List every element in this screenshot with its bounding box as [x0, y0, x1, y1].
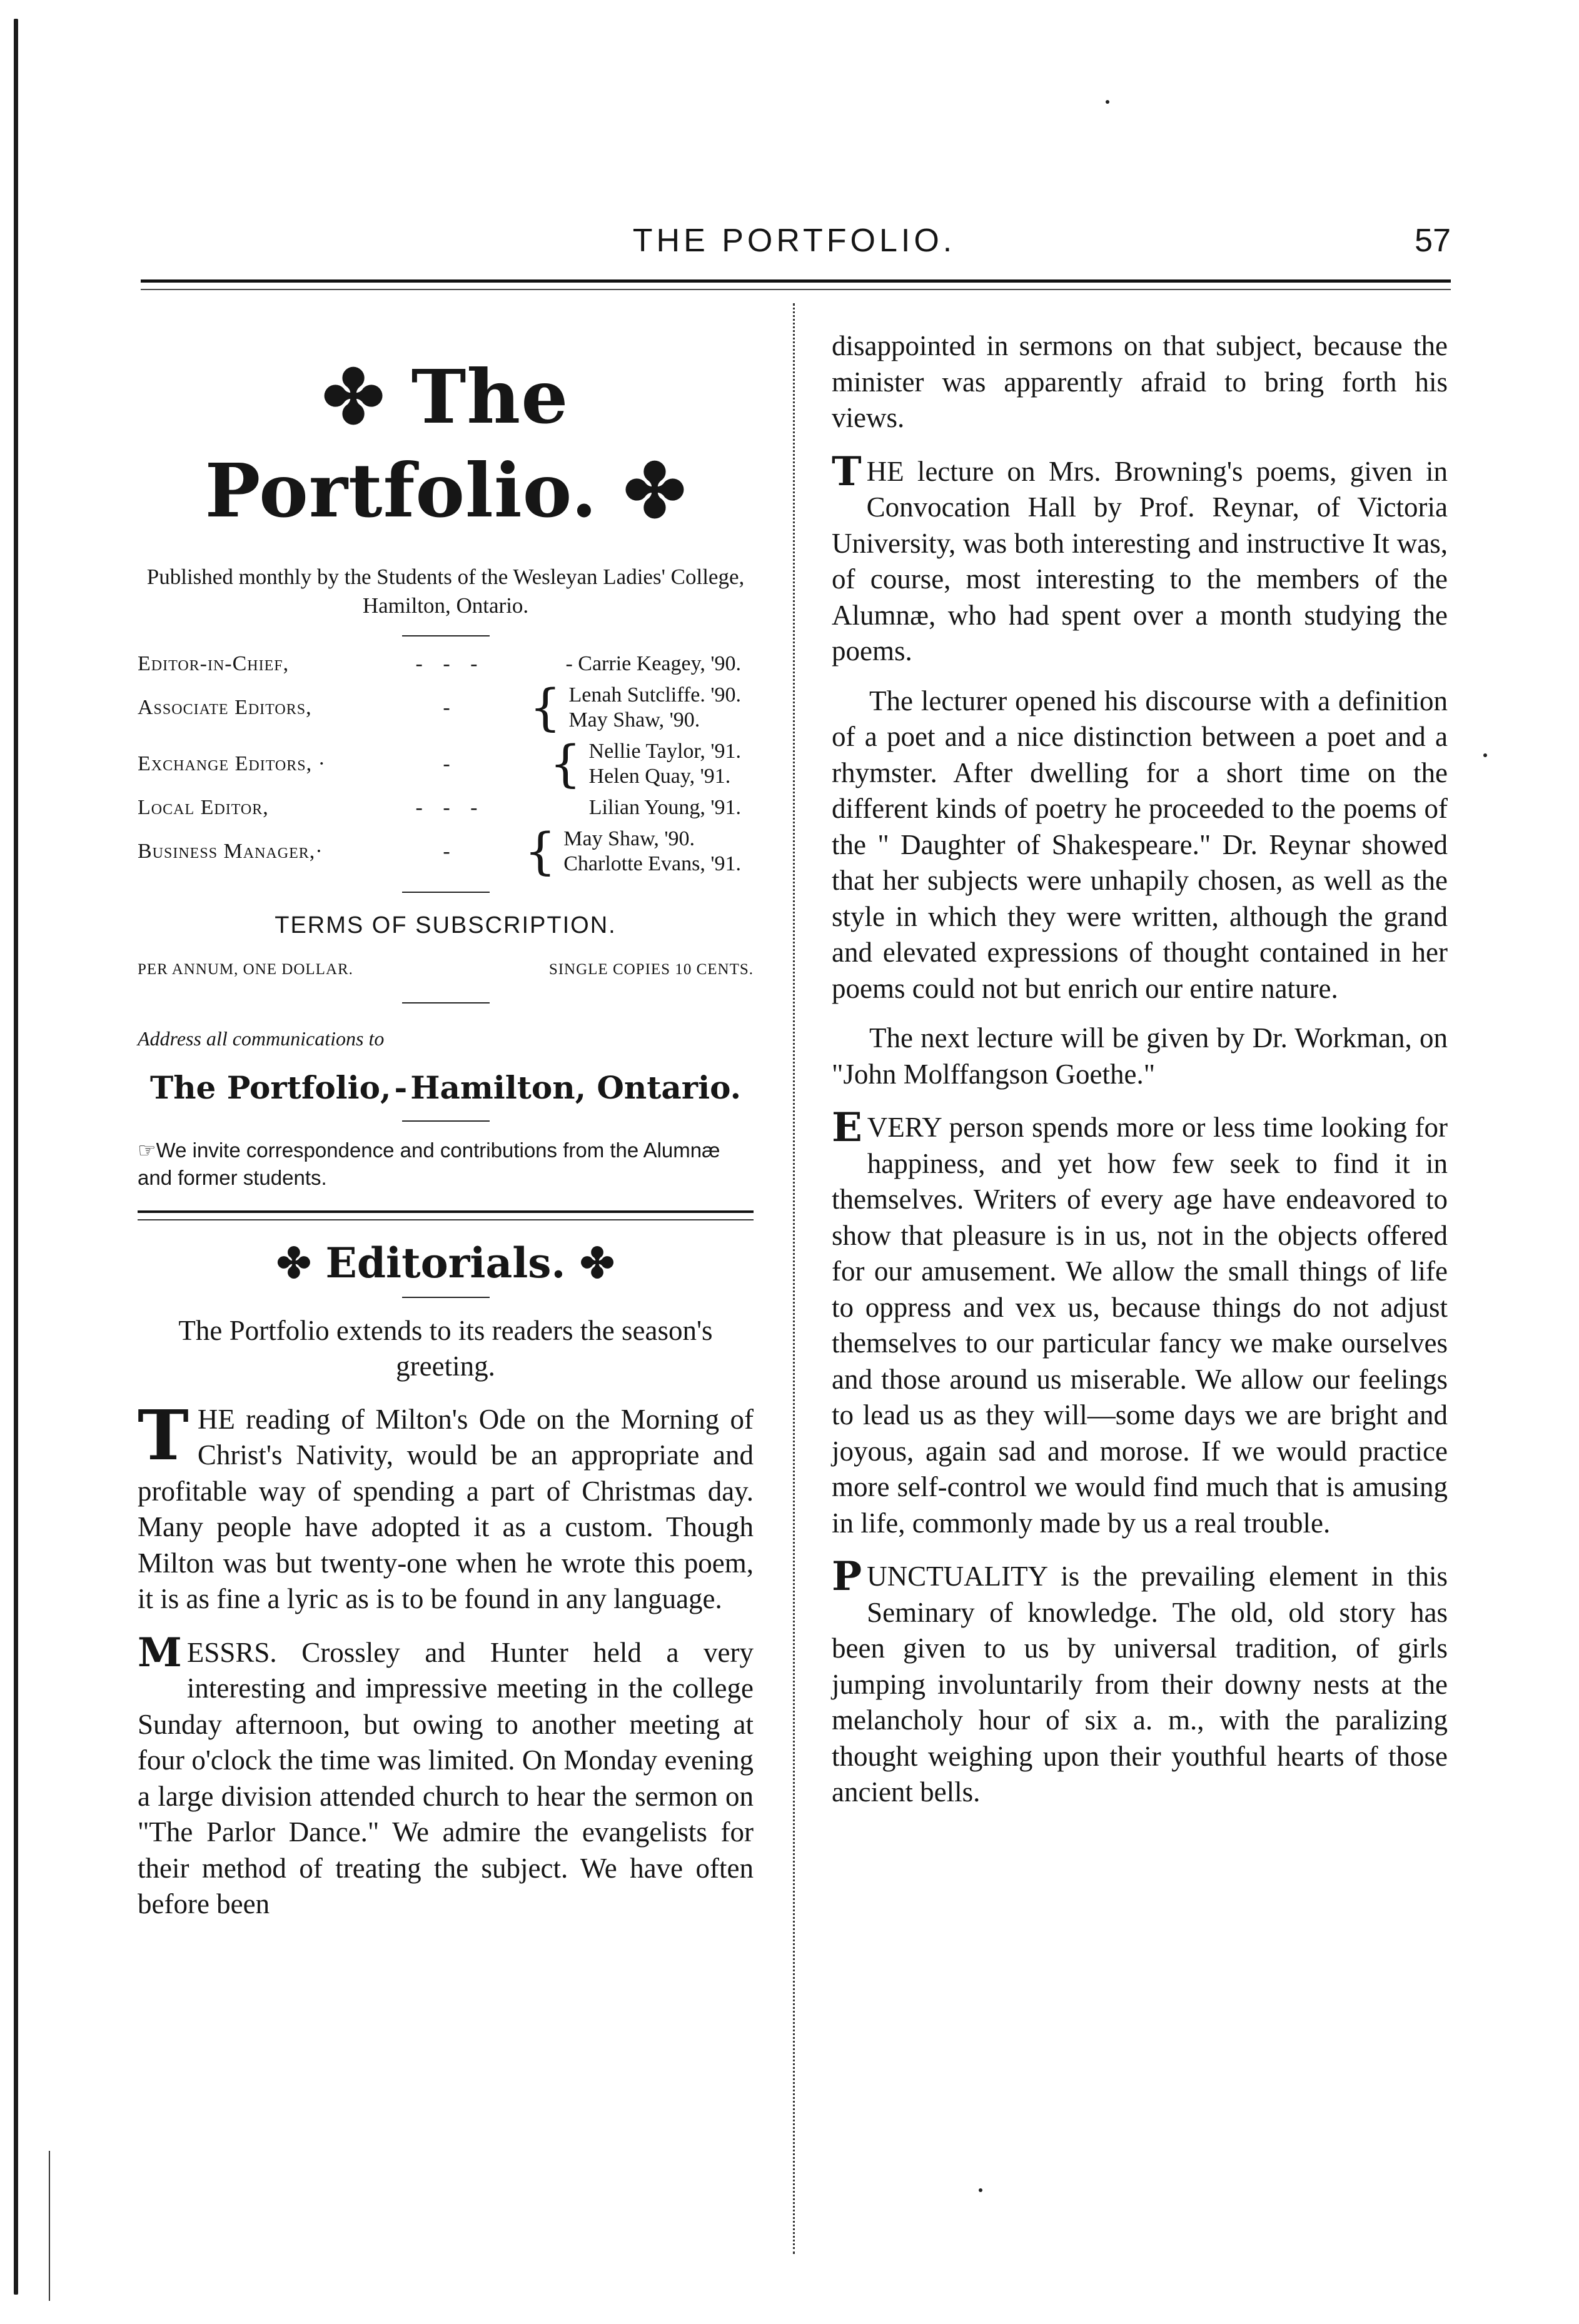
publication-note: Published monthly by the Students of the Wesleyan Ladies' College, Hamilton, Ontario.: [146, 565, 745, 618]
editorials-heading: ✤ Editorials. ✤: [276, 1239, 615, 1287]
drop-cap: T: [138, 1394, 189, 1476]
section-rule: [138, 1210, 754, 1220]
drop-cap: T: [832, 448, 862, 495]
staff-dots: - - -: [415, 796, 485, 819]
staff-role: Business Manager,·: [138, 840, 323, 863]
staff-name: May Shaw, '90.: [568, 708, 700, 732]
paragraph-text: VERY person spends more or less time looking for happiness, and yet how few seek to find it in themselves. Writers of every age have endeavored to show that pleasure is in us, not in the objects offered for our amusement. We allow the small things of life to oppress and vex us, because things do not adjust themselves to our particular fancy we make ourselves and those around us miserable. We allow our feelings to lead us as they will—some days we are bright and joyous, again sad and morose. If we would practice more self-control we would find much that is amusing in life, commonly made by us a real trouble.: [832, 1112, 1448, 1539]
staff-dots: -: [443, 752, 458, 775]
brace-icon: {: [529, 678, 562, 737]
masthead-title: ✤ The Portfolio. ✤: [204, 353, 687, 534]
brace-icon: {: [524, 822, 557, 880]
scan-speck: [979, 2188, 982, 2192]
staff-name: May Shaw, '90.: [563, 827, 695, 850]
header-rule: [141, 279, 1451, 290]
staff-name: - Carrie Keagey, '90.: [565, 652, 741, 675]
staff-table: [138, 651, 754, 880]
address-name: The Portfolio,: [150, 1069, 391, 1106]
address-city: Hamilton, Ontario.: [410, 1069, 741, 1106]
continued-paragraph: disappointed in sermons on that subject, because the minister was apparently afraid to bring forth his views.: [832, 330, 1448, 433]
scan-speck: [1106, 100, 1109, 104]
short-rule: [402, 1002, 490, 1004]
lecturer-paragraph: The lecturer opened his discourse with a definition of a poet and a nice distinction between a poet and a rhymster. After dwelling for a short time on the different kinds of poetry he proceeded to the poems of the " Daughter of Shakespeare." Dr. Reynar showed that her subjects were unhapily chosen, as well as the style in which they were written, although the grand and elevated expressions of thought contained in her poems could not but enrich our entire nature.: [832, 685, 1448, 1004]
staff-role: Local Editor,: [138, 796, 269, 819]
paragraph-text: ESSRS. Crossley and Hunter held a very interesting and impressive meeting in the college Sunday afternoon, but owing to another meeting at four o'clock the time was limited. On Monday evening a large division attended church to hear the sermon on "The Parlor Dance." We admire the evangelists for their method of treating the subject. We have often before been: [138, 1636, 754, 1919]
staff-dots: - - -: [415, 652, 485, 675]
staff-row: [138, 795, 754, 820]
staff-name: Nellie Taylor, '91.: [588, 740, 741, 763]
left-column: [138, 313, 754, 1936]
paragraph-text: UNCTUALITY is the prevailing element in this Seminary of knowledge. The old, old story has been given to us by universal tradition, of girls jumping involuntarily from their downy nests at the melancholy hour of six a. m., with the paralizing thought weighing upon their youthful hearts of those ancient bells.: [832, 1561, 1448, 1808]
paragraph-text: HE reading of Milton's Ode on the Morning of Christ's Nativity, would be an appropriate and profitable way of spending a part of Christmas day. Many people have adopted it as a custom. Though Milton was but twenty-one when he wrote this poem, it is as fine a lyric as is to be found in any language.: [138, 1403, 754, 1614]
staff-role: Associate Editors,: [138, 696, 312, 719]
staff-role: Editor-in-Chief,: [138, 652, 290, 675]
staff-dots: -: [443, 696, 458, 719]
short-rule: [402, 1297, 490, 1298]
messrs-paragraph: [138, 1629, 754, 1923]
every-paragraph: [832, 1104, 1448, 1541]
staff-row: [138, 678, 754, 737]
right-column: [832, 328, 1448, 1824]
staff-row: [138, 822, 754, 880]
staff-name: Lilian Young, '91.: [588, 796, 741, 819]
binding-mark: [49, 2151, 50, 2301]
drop-cap: P: [832, 1553, 862, 1600]
staff-name: Helen Quay, '91.: [588, 765, 731, 788]
next-lecture-paragraph: The next lecture will be given by Dr. Workman, on "John Molffangson Goethe.": [832, 1022, 1448, 1090]
subscription-terms: [138, 952, 754, 988]
staff-names: [500, 795, 754, 820]
column-divider: [793, 303, 795, 2254]
page-number: 57: [1415, 223, 1451, 259]
invite-notice: ☞We invite correspondence and contributions from the Alumnæ and former students.: [138, 1139, 720, 1189]
price-single-copy: SINGLE COPIES 10 CENTS.: [548, 960, 754, 978]
staff-role: Exchange Editors, ·: [138, 752, 326, 775]
binding-edge: [14, 19, 18, 2295]
staff-name: Lenah Sutcliffe. '90.: [568, 683, 741, 707]
address-block: [138, 1070, 754, 1106]
short-rule: [402, 635, 490, 636]
subscription-heading: TERMS OF SUBSCRIPTION.: [275, 912, 617, 938]
paragraph-text: HE lecture on Mrs. Browning's poems, given in Convocation Hall by Prof. Reynar, of Victoria University, was both interesting and instructive It was, of course, most interesting to the members of the Alumnæ, who had spent over a month studying the poems.: [832, 455, 1448, 667]
punctuality-paragraph: [832, 1553, 1448, 1811]
milton-paragraph: [138, 1394, 754, 1617]
staff-names: [500, 822, 754, 880]
staff-dots: -: [443, 840, 458, 863]
running-title: THE PORTFOLIO.: [632, 223, 956, 259]
price-per-annum: PER ANNUM, ONE DOLLAR.: [138, 960, 353, 978]
address-dash: -: [394, 1069, 408, 1106]
season-greeting: The Portfolio extends to its readers the season's greeting.: [178, 1314, 713, 1382]
drop-cap: E: [832, 1104, 862, 1151]
staff-names: [500, 651, 754, 677]
running-head: [138, 216, 1451, 272]
staff-row: [138, 651, 754, 677]
short-rule: [402, 1120, 490, 1122]
browning-paragraph: [832, 448, 1448, 670]
staff-names: [500, 735, 754, 793]
staff-name: Charlotte Evans, '91.: [563, 852, 741, 875]
scan-speck: [1483, 753, 1487, 757]
address-intro: Address all communications to: [138, 1027, 385, 1050]
drop-cap: M: [138, 1629, 182, 1676]
staff-row: [138, 735, 754, 793]
staff-names: [500, 678, 754, 737]
brace-icon: {: [549, 735, 582, 793]
short-rule: [402, 892, 490, 893]
